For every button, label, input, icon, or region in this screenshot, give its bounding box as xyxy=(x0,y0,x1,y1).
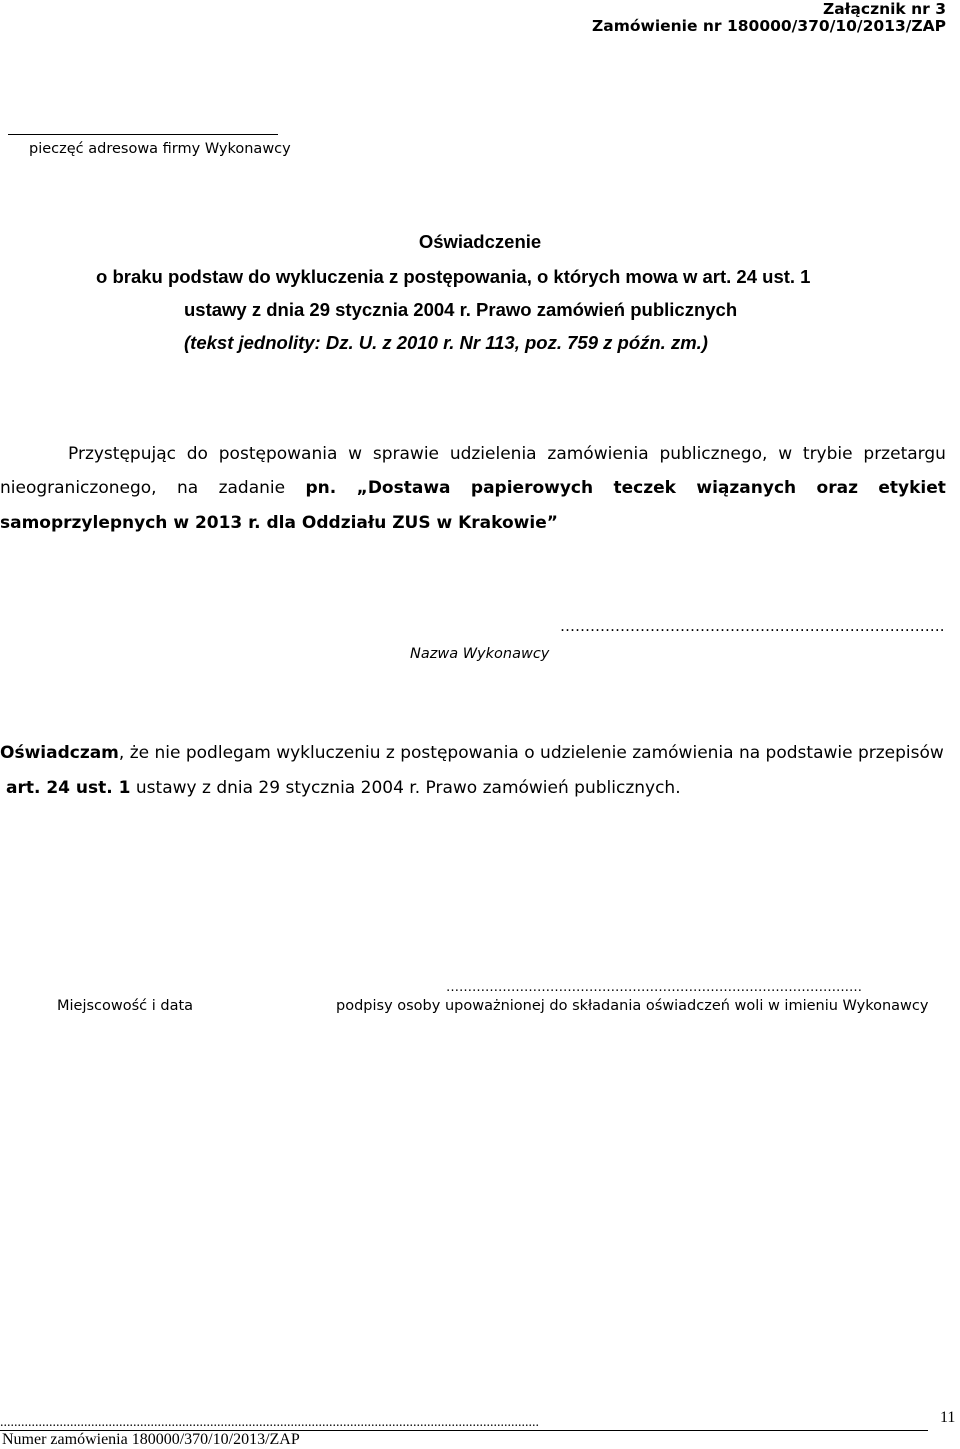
declaration-article: art. 24 ust. 1 xyxy=(6,778,131,798)
intro-word: na xyxy=(176,478,199,498)
title-line-3: ustawy z dnia 29 stycznia 2004 r. Prawo zamówień publicznych xyxy=(184,299,738,320)
intro-line-2 xyxy=(0,478,946,498)
intro-word: „Dostawa xyxy=(356,478,451,498)
intro-word: papierowych xyxy=(470,478,594,498)
declaration-bold: Oświadczam xyxy=(0,743,119,763)
document-title: Oświadczenie xyxy=(418,231,542,252)
stamp-line xyxy=(8,134,278,135)
intro-word: oraz xyxy=(816,478,858,498)
intro-word: postępowania xyxy=(218,444,338,464)
intro-word: etykiet xyxy=(878,478,946,498)
intro-line-1 xyxy=(68,444,946,464)
intro-word: w xyxy=(348,444,363,464)
declaration-line-1 xyxy=(0,743,944,763)
declaration-line-2 xyxy=(6,778,681,798)
intro-word: przetargu xyxy=(863,444,946,464)
intro-word: w xyxy=(778,444,793,464)
stamp-caption: pieczęć adresowa firmy Wykonawcy xyxy=(29,141,291,157)
intro-word: teczek xyxy=(613,478,676,498)
signature-field: …………………………………………………………………………………… xyxy=(446,980,862,995)
footer-dots: .......................................................................................................................................................... xyxy=(0,1415,539,1430)
intro-word: zadanie xyxy=(218,478,286,498)
title-line-4: (tekst jednolity: Dz. U. z 2010 r. Nr 113, poz. 759 z późn. zm.) xyxy=(184,332,708,353)
declaration-text-2: ustawy z dnia 29 stycznia 2004 r. Prawo zamówień publicznych. xyxy=(130,778,681,798)
intro-word: do xyxy=(186,444,208,464)
intro-word: nieograniczonego, xyxy=(0,478,157,498)
intro-word: Przystępując xyxy=(68,444,176,464)
signature-caption: podpisy osoby upoważnionej do składania oświadczeń woli w imieniu Wykonawcy xyxy=(336,998,929,1014)
place-date-caption: Miejscowość i data xyxy=(57,998,194,1014)
intro-word: wiązanych xyxy=(696,478,797,498)
declaration-text: , że nie podlegam wykluczeniu z postępowania o udzielenie zamówienia na podstawie przepisów xyxy=(118,743,944,763)
contractor-name-caption: Nazwa Wykonawcy xyxy=(410,646,550,662)
attachment-number: Załącznik nr 3 xyxy=(822,0,946,18)
intro-line-3: samoprzylepnych w 2013 r. dla Oddziału ZUS w Krakowie” xyxy=(0,513,558,533)
intro-word: udzielenia xyxy=(449,444,537,464)
footer-order-number: Numer zamówienia 180000/370/10/2013/ZAP xyxy=(2,1431,300,1448)
contractor-name-field: …………………………………….……………………………. xyxy=(560,617,945,635)
intro-word: trybie xyxy=(802,444,853,464)
order-number-header: Zamówienie nr 180000/370/10/2013/ZAP xyxy=(592,17,946,35)
intro-word: publicznego, xyxy=(659,444,768,464)
intro-word: pn. xyxy=(305,478,337,498)
title-line-2: o braku podstaw do wykluczenia z postępowania, o których mowa w art. 24 ust. 1 xyxy=(96,266,811,287)
intro-word: zamówienia xyxy=(547,444,649,464)
page-number: 11 xyxy=(940,1409,956,1426)
intro-word: sprawie xyxy=(372,444,440,464)
